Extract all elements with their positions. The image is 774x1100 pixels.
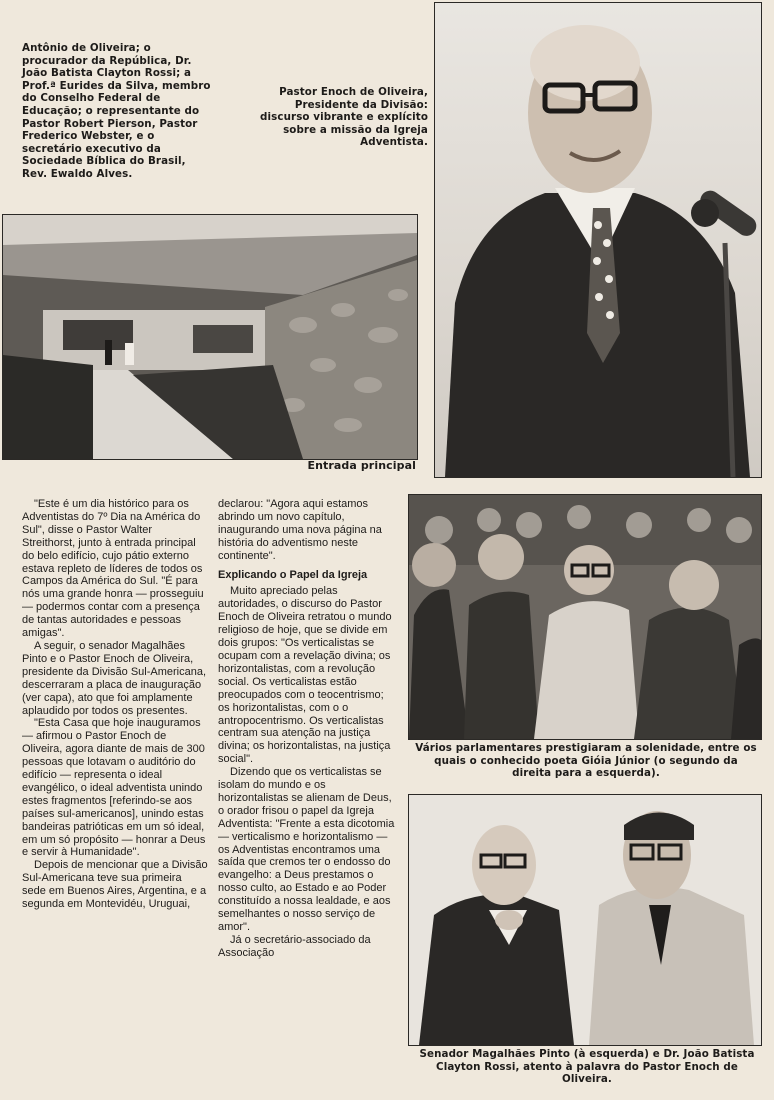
entrance-illustration	[3, 215, 417, 459]
article-column-1	[22, 498, 208, 911]
article-paragraph: Já o secretário-associado da Associação	[218, 933, 371, 959]
caption-speaker	[256, 86, 428, 149]
caption-ceremony-people-text: Antônio de Oliveira; o procurador da República, Dr. João Batista Clayton Rossi; a Prof.ª Eurides da Silva, membro do Conselho Federal de Educação; o representante do Pastor Robert Pierson, Pastor Frederico Webster, e o secretário executivo da Sociedade Bíblica do Brasil, Rev. Ewaldo Alves.	[22, 42, 211, 180]
parliamentarians-illustration	[409, 495, 761, 739]
article-paragraph: Dizendo que os verticalistas se isolam do mundo e os horizontalistas se alienam de Deus, o orador frisou o papel da Igreja Adventista: "Frente a esta dicotomia — verticalismo e horizontalismo — os Adventistas encontramos uma saída que cremos ter o endosso do evangelho: a Deus prestamos o nosso culto, ao Estado e ao Poder constituído a nossa lealdade, e aos semelhantes o nosso serviço de amor".	[218, 766, 395, 933]
caption-ceremony-people	[22, 42, 212, 181]
photo-entrance	[2, 214, 418, 460]
caption-speaker-text: Pastor Enoch de Oliveira, Presidente da Divisão: discurso vibrante e explícito sobre a missão da Igreja Adventista.	[260, 86, 428, 149]
photo-senator	[408, 794, 762, 1046]
article-paragraph: "Este é um dia histórico para os Adventistas do 7º Dia na América do Sul", disse o Pastor Walter Streithorst, junto à entrada principal do belo edifício, cujo pátio externo estava repleto de líderes de todos os Campos da América do Sul. "É para nós uma grande honra — prosseguiu — podermos contar com a presença de tantas autoridades e pessoas amigas".	[22, 498, 204, 640]
photo-parliamentarians	[408, 494, 762, 740]
caption-senator	[414, 1048, 760, 1086]
article-paragraph: A seguir, o senador Magalhães Pinto e o Pastor Enoch de Oliveira, presidente da Divisão Sul-Americana, descerraram a placa de inauguração (ver capa), ato que foi amplamente aplaudido por todos os presentes.	[22, 639, 207, 717]
photo-speaker	[434, 2, 762, 478]
article-paragraph: "Esta Casa que hoje inauguramos — afirmou o Pastor Enoch de Oliveira, agora diante de mais de 300 pessoas que lotavam o auditório do edifício — representa o ideal evangélico, o ideal adventista unindo estes fragmentos [referindo-se aos países sul-americanos], unindo estas bandeiras patrióticas em um só ideal, em um só propósito — honrar a Deus e servir à Humanidade".	[22, 717, 206, 859]
article-paragraph: declarou: "Agora aqui estamos abrindo um novo capítulo, inaugurando uma nova página na história do adventismo neste continente".	[218, 498, 382, 562]
caption-senator-text: Senador Magalhães Pinto (à esquerda) e Dr. João Batista Clayton Rossi, atento à palavra do Pastor Enoch de Oliveira.	[419, 1048, 755, 1086]
article-paragraph: Depois de mencionar que a Divisão Sul-Americana teve sua primeira sede em Buenos Aires, Argentina, e a segunda em Montevidéu, Uruguai,	[22, 859, 208, 911]
caption-parliamentarians-text: Vários parlamentares prestigiaram a solenidade, entre os quais o conhecido poeta Gióia Júnior (o segundo da direita para a esquerda).	[415, 742, 757, 780]
caption-entrance	[260, 460, 416, 473]
speaker-illustration	[435, 3, 761, 477]
senator-illustration	[409, 795, 761, 1045]
article-paragraph: Muito apreciado pelas autoridades, o discurso do Pastor Enoch de Oliveira retratou o mundo religioso de hoje, que se divide em dois grupos: "Os verticalistas se ocupam com a revelação divina; os horizontalistas, com a revolução social. Os verticalistas estão preocupados com o teocentrismo; os horizontalistas, com o o antropocentrismo. Os verticalistas centram sua atenção na justiça divina; os horizontalistas, na justiça social".	[218, 585, 392, 766]
section-heading: Explicando o Papel da Igreja	[218, 568, 368, 581]
caption-entrance-text: Entrada principal	[307, 459, 416, 472]
caption-parliamentarians	[414, 742, 758, 780]
article-column-2	[218, 498, 396, 960]
